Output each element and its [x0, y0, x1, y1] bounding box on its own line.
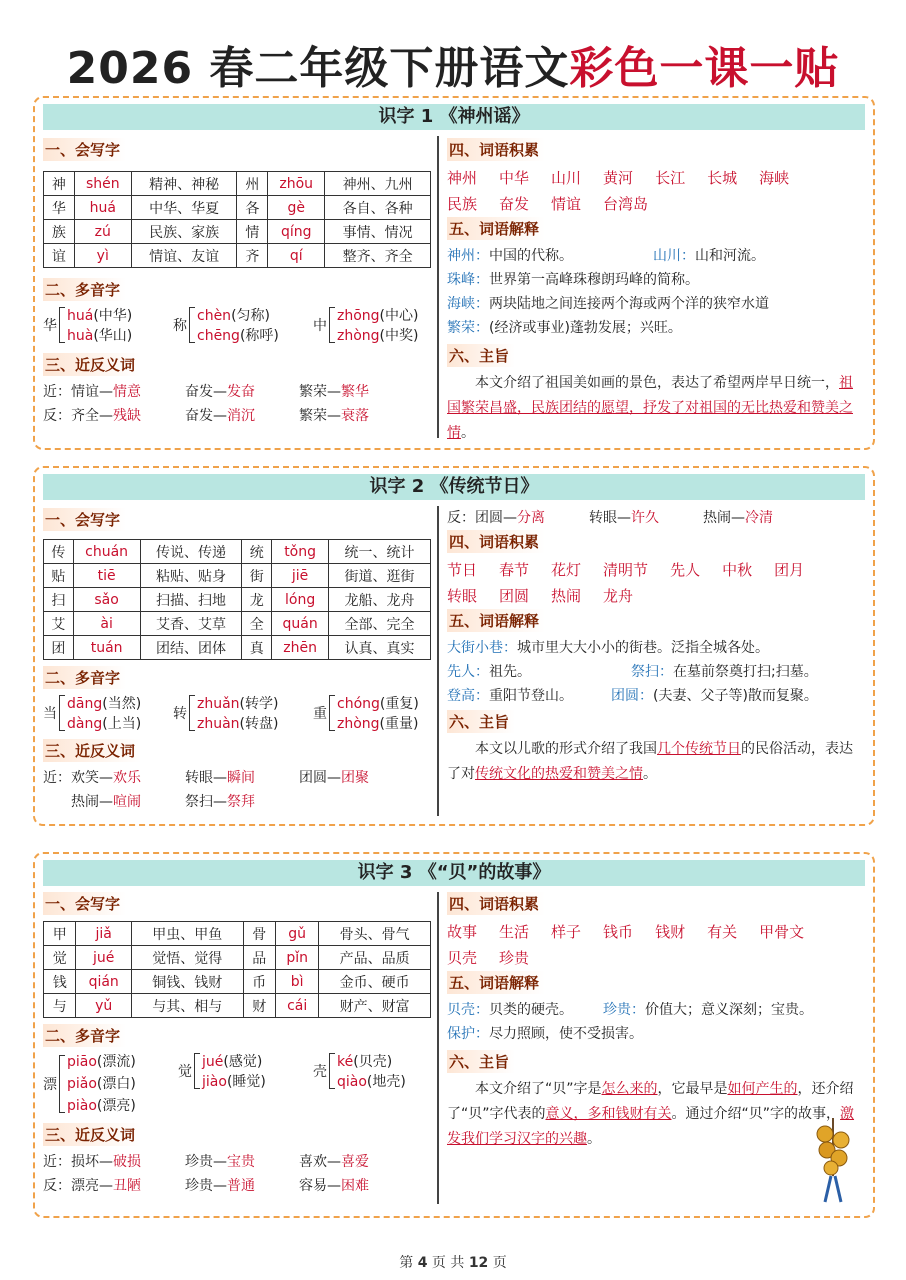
synonym-line: 热闹—喧闹 祭扫—祭拜: [71, 794, 255, 810]
table-row: 与 yǔ 与其、相与 财 cái 财产、财富: [44, 994, 431, 1018]
heading-acc: 四、词语积累: [447, 138, 545, 161]
poly-item: 壳ké(贝壳) qiào(地壳): [313, 1054, 406, 1090]
heading-exp: 五、词语解释: [447, 971, 545, 994]
page-title: 2026 春二年级下册语文彩色一课一贴: [66, 43, 840, 94]
explanation-line: 贝壳：贝类的硬壳。 珍贵：价值大；意义深刻；宝贵。: [447, 1002, 813, 1018]
poly-item: 中zhōng(中心) zhòng(中奖): [313, 308, 419, 344]
heading-exp: 五、词语解释: [447, 217, 545, 240]
heading-poly: 二、多音字: [43, 1024, 126, 1047]
theme-text: 本文介绍了祖国美如画的景色，表达了希望两岸早日统一，祖国繁荣昌盛，民族团结的愿望，抒发了对祖国的无比热爱和赞美之情。: [447, 375, 853, 441]
poly-item: 觉jué(感觉) jiào(睡觉): [178, 1054, 266, 1090]
table-row: 团 tuán 团结、团体 真 zhēn 认真、真实: [44, 636, 431, 660]
poly-item: 华huá(中华) huà(华山): [43, 308, 133, 344]
page-footer: 第 4 页 共 12 页: [399, 1255, 507, 1271]
table-row: 华 huá 中华、华夏 各 gè 各自、各种: [44, 196, 431, 220]
heading-syn: 三、近反义词: [43, 353, 141, 376]
synonym-line: 近：情谊—情意 奋发—发奋 繁荣—繁华: [43, 384, 369, 400]
heading-write: 一、会写字: [43, 138, 126, 161]
poly-item: 称chèn(匀称) chēng(称呼): [173, 308, 279, 344]
explanation-line: 海峡：两块陆地之间连接两个海或两个洋的狭窄水道: [447, 296, 769, 312]
poly-item: 漂piāo(漂流) piǎo(漂白) piào(漂亮): [43, 1054, 136, 1114]
lesson-card-2: [33, 466, 875, 826]
explanation-line: 神州：中国的代称。 山川：山和河流。: [447, 248, 765, 264]
table-row: 传 chuán 传说、传递 统 tǒng 统一、统计: [44, 540, 431, 564]
heading-theme: 六、主旨: [447, 344, 515, 367]
antonym-line: 反：漂亮—丑陋 珍贵—普通 容易—困难: [43, 1178, 369, 1194]
table-row: 族 zú 民族、家族 情 qíng 事情、情况: [44, 220, 431, 244]
heading-acc: 四、词语积累: [447, 530, 545, 553]
write-table: [43, 921, 431, 1018]
antonym-line: 反：团圆—分离 转眼—许久 热闹—冷清: [447, 510, 773, 526]
explanation-line: 保护：尽力照顾，使不受损害。: [447, 1026, 643, 1042]
heading-poly: 二、多音字: [43, 278, 126, 301]
heading-write: 一、会写字: [43, 892, 126, 915]
heading-syn: 三、近反义词: [43, 1123, 141, 1146]
explanation-line: 繁荣：(经济或事业)蓬勃发展；兴旺。: [447, 320, 682, 336]
synonym-line: 近：欢笑—欢乐 转眼—瞬间 团圆—团聚: [43, 770, 369, 786]
heading-theme: 六、主旨: [447, 1050, 515, 1073]
poly-item: 重chóng(重复) zhòng(重量): [313, 696, 419, 732]
explanation-line: 登高：重阳节登山。 团圆：(夫妻、父子等)散而复聚。: [447, 688, 818, 704]
heading-write: 一、会写字: [43, 508, 126, 531]
lesson-card-3: [33, 852, 875, 1218]
lesson-title-2: 识字 2 《传统节日》: [43, 474, 865, 500]
antonym-line: 反：齐全—残缺 奋发—消沉 繁荣—衰落: [43, 408, 369, 424]
write-table: [43, 539, 431, 660]
theme-text: 本文以儿歌的形式介绍了我国几个传统节日的民俗活动，表达了对传统文化的热爱和赞美之情。: [447, 741, 853, 782]
table-row: 艾 ài 艾香、艾草 全 quán 全部、完全: [44, 612, 431, 636]
table-row: 神 shén 精神、神秘 州 zhōu 神州、九州: [44, 172, 431, 196]
heading-exp: 五、词语解释: [447, 609, 545, 632]
lesson-card-1: [33, 96, 875, 450]
word-list: 神州 中华 山川 黄河 长江 长城 海峡民族 奋发 情谊 台湾岛: [447, 169, 790, 213]
poly-item: 当dāng(当然) dàng(上当): [43, 696, 142, 732]
heading-theme: 六、主旨: [447, 710, 515, 733]
write-table: [43, 171, 431, 268]
lesson-title-3: 识字 3 《“贝”的故事》: [43, 860, 865, 886]
table-row: 扫 sǎo 扫描、扫地 龙 lóng 龙船、龙舟: [44, 588, 431, 612]
table-row: 贴 tiē 粘贴、贴身 街 jiē 街道、逛街: [44, 564, 431, 588]
heading-acc: 四、词语积累: [447, 892, 545, 915]
table-row: 觉 jué 觉悟、觉得 品 pǐn 产品、品质: [44, 946, 431, 970]
synonym-line: 近：损坏—破损 珍贵—宝贵 喜欢—喜爱: [43, 1154, 369, 1170]
explanation-line: 大街小巷：城市里大大小小的街巷。泛指全城各处。: [447, 640, 769, 656]
word-list: 节日 春节 花灯 清明节 先人 中秋 团月转眼 团圆 热闹 龙舟: [447, 561, 805, 605]
shell-illustration-icon: [803, 1116, 863, 1206]
heading-poly: 二、多音字: [43, 666, 126, 689]
table-row: 甲 jiǎ 甲虫、甲鱼 骨 gǔ 骨头、骨气: [44, 922, 431, 946]
lesson-title-1: 识字 1 《神州谣》: [43, 104, 865, 130]
explanation-line: 先人：祖先。 祭扫：在墓前祭奠打扫;扫墓。: [447, 664, 818, 680]
explanation-line: 珠峰：世界第一高峰珠穆朗玛峰的简称。: [447, 272, 699, 288]
table-row: 谊 yì 情谊、友谊 齐 qí 整齐、齐全: [44, 244, 431, 268]
poly-item: 转zhuǎn(转学) zhuàn(转盘): [173, 696, 279, 732]
heading-syn: 三、近反义词: [43, 739, 141, 762]
word-list: 故事 生活 样子 钱币 钱财 有关 甲骨文贝壳 珍贵: [447, 923, 805, 967]
theme-text: 本文介绍了“贝”字是怎么来的，它最早是如何产生的，还介绍了“贝”字代表的意义，多和钱财有关。通过介绍“贝”字的故事，激发我们学习汉字的兴趣。: [447, 1081, 855, 1147]
table-row: 钱 qián 铜钱、钱财 币 bì 金币、硬币: [44, 970, 431, 994]
